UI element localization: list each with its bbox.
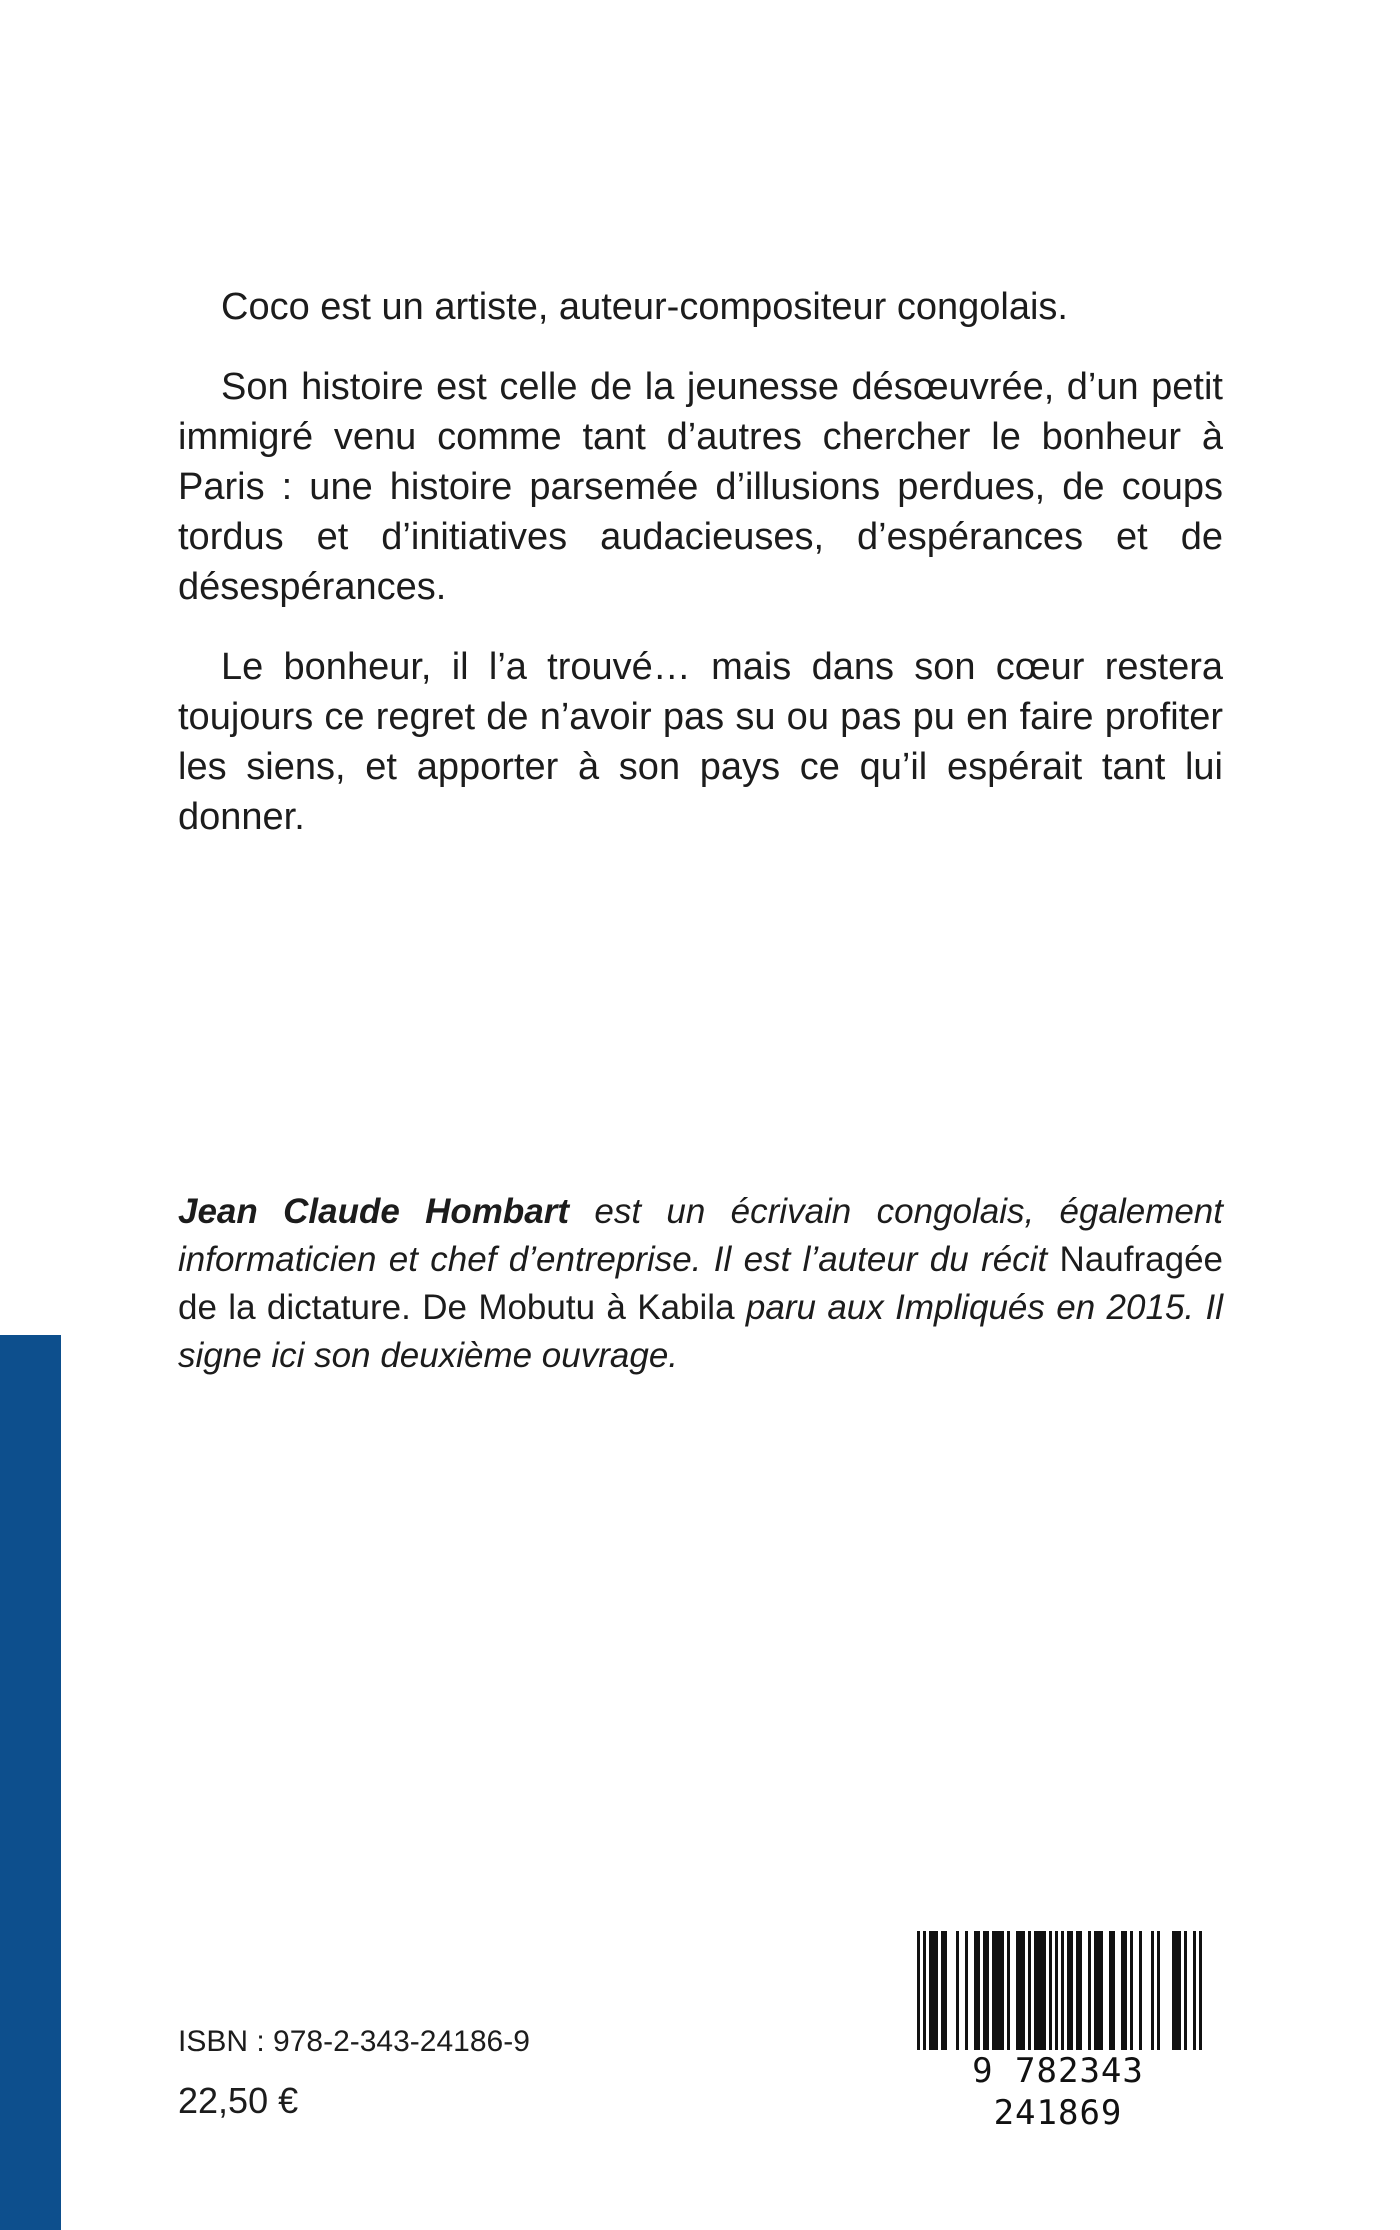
barcode: [903, 1931, 1213, 2133]
barcode-digits: 9 782343 241869: [903, 2050, 1213, 2092]
barcode-bar: [1151, 1931, 1154, 2053]
barcode-bar: [965, 1931, 968, 2053]
barcode-bar: [1172, 1931, 1181, 2053]
barcode-bar: [1088, 1931, 1091, 2053]
back-cover-blurb: [178, 282, 1223, 842]
blue-edge-stripe: [0, 1335, 61, 2230]
barcode-bar: [1121, 1931, 1127, 2053]
author-bio-text-1: est un écrivain congolais, également informaticien et chef d’entreprise. Il est l’auteur du récit: [178, 1192, 1223, 1279]
barcode-bar: [974, 1931, 980, 2053]
barcode-bar: [1139, 1931, 1142, 2053]
barcode-bar: [992, 1931, 1004, 2053]
barcode-bar: [1157, 1931, 1160, 2053]
barcode-bar: [1028, 1931, 1031, 2053]
previous-book-title: Naufragée de la dictature. De Mobutu à Kabila: [178, 1240, 1223, 1327]
barcode-bar: [1109, 1931, 1115, 2053]
barcode-bar: [1076, 1931, 1082, 2053]
barcode-bar: [1049, 1931, 1052, 2053]
barcode-bar: [983, 1931, 989, 2053]
author-bio-text-2: paru aux Impliqués en 2015. Il signe ici son deuxième ouvrage.: [178, 1288, 1223, 1375]
barcode-bar: [1007, 1931, 1010, 2053]
barcode-bar: [1067, 1931, 1073, 2053]
price-label: 22,50 €: [178, 2080, 299, 2121]
barcode-bar: [1034, 1931, 1046, 2053]
barcode-bar: [929, 1931, 938, 2053]
barcode-bar: [941, 1931, 947, 2053]
blurb-paragraph-1: Coco est un artiste, auteur-compositeur congolais.: [221, 286, 1068, 328]
barcode-bar: [1094, 1931, 1103, 2053]
blurb-paragraph-3: Le bonheur, il l’a trouvé… mais dans son cœur restera toujours ce regret de n’avoir pas su ou pas pu en faire profiter les siens, et apporter à son pays ce qu’il espérait tant lui donner.: [178, 646, 1223, 838]
isbn-label: ISBN : 978-2-343-24186-9: [178, 2025, 530, 2058]
author-bio: [178, 1188, 1223, 1380]
blurb-paragraph-2: Son histoire est celle de la jeunesse désœuvrée, d’un petit immigré venu comme tant d’autres chercher le bonheur à Paris : une histoire parsemée d’illusions perdues, de coups tordus et d’initiatives audacieuses, d’espérances et de désespérances.: [178, 366, 1223, 608]
author-name: Jean Claude Hombart: [178, 1192, 570, 1231]
barcode-bar: [1130, 1931, 1133, 2053]
barcode-bar: [1016, 1931, 1025, 2053]
barcode-bar: [956, 1931, 959, 2053]
barcode-bar: [1184, 1931, 1187, 2053]
